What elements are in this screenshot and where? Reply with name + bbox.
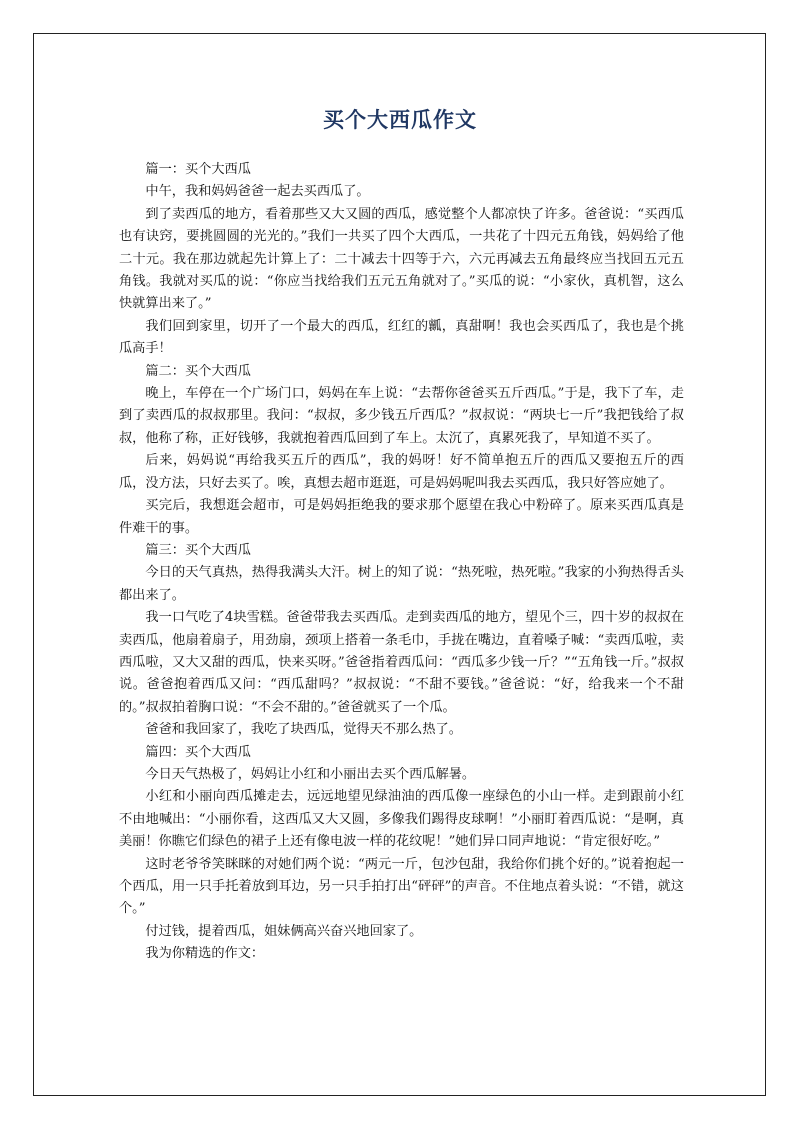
- paragraph: 买完后，我想逛会超市，可是妈妈拒绝我的要求那个愿望在我心中粉碎了。原来买西瓜真是件难干的事。: [119, 498, 684, 536]
- paragraph: 我一口气吃了4块雪糕。爸爸带我去买西瓜。走到卖西瓜的地方，望见个三，四十岁的叔叔在卖西瓜，他扇着扇子，用劲扇，颈项上搭着一条毛巾，手拢在嘴边，直着嗓子喊：“卖西瓜啦，卖西瓜啦，又大又甜的西瓜，快来买呀。”爸爸指着西瓜问：“西瓜多少钱一斤？”“五角钱一斤。”叔叔说。爸爸抱着西瓜又问：“西瓜甜吗？”叔叔说：“不甜不要钱。”爸爸说：“好，给我来一个不甜的。”叔叔拍着胸口说：“不会不甜的。”爸爸就买了一个瓜。: [119, 610, 684, 715]
- paragraph: 篇一：买个大西瓜: [145, 162, 251, 177]
- paragraph: 小红和小丽向西瓜摊走去，远远地望见绿油油的西瓜像一座绿色的小山一样。走到跟前小红不由地喊出：“小丽你看，这西瓜又大又圆，多像我们踢得皮球啊！”小丽盯着西瓜说：“是啊，真美丽！你瞧它们绿色的裙子上还有像电波一样的花纹呢！”她们异口同声地说：“肯定很好吃。”: [119, 789, 684, 850]
- paragraph: 这时老爷爷笑眯眯的对她们两个说：“两元一斤，包沙包甜，我给你们挑个好的。”说着抱起一个西瓜，用一只手托着放到耳边，另一只手拍打出“砰砰”的声音。不住地点着头说：“不错，就这个。”: [119, 856, 684, 917]
- paragraph: 付过钱，提着西瓜，姐妹俩高兴奋兴地回家了。: [145, 923, 423, 939]
- paragraph: 今日的天气真热，热得我满头大汗。树上的知了说：“热死啦，热死啦。”我家的小狗热得舌头都出来了。: [119, 565, 684, 603]
- paragraph: 到了卖西瓜的地方，看着那些又大又圆的西瓜，感觉整个人都凉快了许多。爸爸说：“买西瓜也有诀窍，要挑圆圆的光光的。”我们一共买了四个大西瓜，一共花了十四元五角钱，妈妈给了他二十元。我在那边就起先计算上了：二十减去十四等于六，六元再减去五角最终应当找回五元五角钱。我就对买瓜的说：“你应当找给我们五元五角就对了。”买瓜的说：“小家伙，真机智，这么快就算出来了。”: [119, 206, 684, 312]
- paragraph: 中午，我和妈妈爸爸一起去买西瓜了。: [145, 184, 370, 200]
- paragraph: 我为你精选的作文：: [145, 946, 265, 962]
- paragraph: 篇二：买个大西瓜: [145, 363, 251, 379]
- paragraph: 篇三：买个大西瓜: [145, 542, 251, 558]
- paragraph: 晚上，车停在一个广场门口，妈妈在车上说：“去帮你爸爸买五斤西瓜。”于是，我下了车，走到了卖西瓜的叔叔那里。我问：“叔叔，多少钱五斤西瓜？”叔叔说：“两块七一斤”我把钱给了叔叔，他称了称，正好钱够，我就抱着西瓜回到了车上。太沉了，真累死我了，早知道不买了。: [119, 386, 684, 446]
- page-title: 买个大西瓜作文: [323, 107, 477, 132]
- paragraph: 爸爸和我回家了，我吃了块西瓜，觉得天不那么热了。: [145, 722, 462, 738]
- paragraph: 今日天气热极了，妈妈让小红和小丽出去买个西瓜解暑。: [145, 766, 476, 782]
- paragraph: 我们回到家里，切开了一个最大的西瓜，红红的瓤，真甜啊！我也会买西瓜了，我也是个挑瓜高手！: [119, 318, 684, 357]
- article-body: [119, 159, 684, 966]
- paragraph: 篇四：买个大西瓜: [145, 744, 251, 760]
- paragraph: 后来，妈妈说“再给我买五斤的西瓜”，我的妈呀！好不简单抱五斤的西瓜又要抱五斤的西瓜，没方法，只好去买了。唉，真想去超市逛逛，可是妈妈呢叫我去买西瓜，我只好答应她了。: [119, 453, 684, 491]
